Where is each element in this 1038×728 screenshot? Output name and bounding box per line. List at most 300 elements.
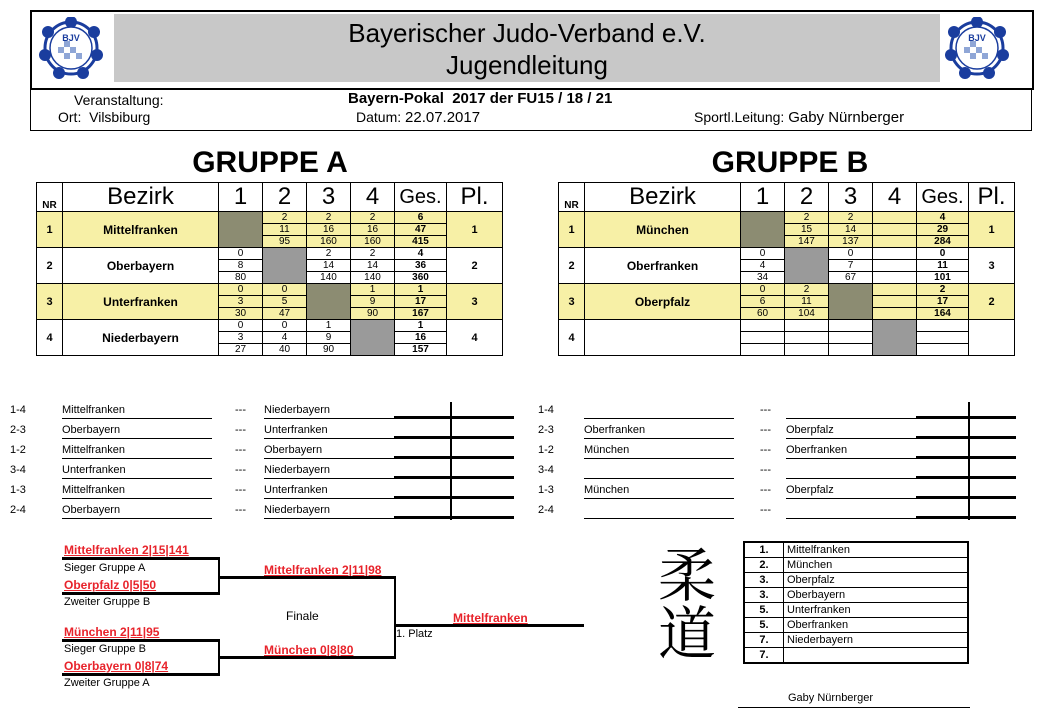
total-cell: 29 [917, 224, 969, 236]
fixture-underline [62, 418, 212, 419]
fixture-code: 1-3 [538, 484, 554, 496]
score-cell: 2 [263, 212, 307, 224]
group-a-title: GRUPPE A [192, 146, 348, 179]
table-row [37, 284, 503, 296]
total-cell: 4 [395, 248, 447, 260]
score-cell [873, 272, 917, 284]
team-name [585, 320, 741, 356]
leitung-label: Sportl.Leitung: [694, 109, 785, 125]
score-cell: 2 [829, 212, 873, 224]
total-cell: 47 [395, 224, 447, 236]
place-cell: 1 [447, 212, 503, 248]
fixture-home-team: Unterfranken [62, 464, 126, 476]
final-ranking-table [743, 541, 969, 664]
fixture-underline [264, 518, 394, 519]
final-top-team: Mittelfranken 2|11|98 [264, 563, 382, 577]
judo-kanji: 柔道 [648, 545, 716, 661]
fixture-underline [62, 458, 212, 459]
total-cell [917, 332, 969, 344]
col-3: 3 [829, 183, 873, 212]
ranking-place: 2. [744, 558, 784, 573]
ranking-row [744, 618, 968, 633]
leitung-line [694, 109, 904, 126]
bracket-line [62, 557, 220, 560]
score-cell [741, 344, 785, 356]
score-cell: 147 [785, 236, 829, 248]
fixture-separator: --- [235, 404, 246, 416]
bjv-logo-right [942, 17, 1012, 79]
fixture-code: 1-2 [538, 444, 554, 456]
score-cell: 27 [219, 344, 263, 356]
fixture-away-team: Oberpfalz [786, 424, 834, 436]
score-cell: 80 [219, 272, 263, 284]
score-cell: 140 [351, 272, 395, 284]
score-cell: 0 [263, 284, 307, 296]
team-name: Oberbayern [63, 248, 219, 284]
fixture-home-team: Oberbayern [62, 504, 121, 516]
bracket-line [220, 656, 396, 659]
fixture-home-team: Oberbayern [62, 424, 121, 436]
fixture-result-line [394, 416, 514, 419]
table-row [37, 212, 503, 224]
blocked-cell [741, 212, 785, 248]
score-cell: 6 [741, 296, 785, 308]
ort-value: Vilsbiburg [89, 109, 151, 125]
bracket-line [220, 576, 396, 579]
total-cell: 6 [395, 212, 447, 224]
score-cell: 34 [741, 272, 785, 284]
signature-name: Gaby Nürnberger [788, 692, 873, 704]
place-cell: 2 [447, 248, 503, 284]
fixture-result-line [916, 496, 1016, 499]
datum-label: Datum: [356, 109, 402, 125]
col-bezirk: Bezirk [63, 183, 219, 212]
fixtures-b-divider [968, 402, 970, 520]
semi1-bottom-team: Oberpfalz 0|5|50 [64, 578, 157, 592]
score-cell: 11 [785, 296, 829, 308]
fixture-result-line [916, 516, 1016, 519]
col-bezirk: Bezirk [585, 183, 741, 212]
score-cell: 2 [307, 212, 351, 224]
blocked-cell [263, 248, 307, 284]
fixture-separator: --- [235, 444, 246, 456]
fixture-underline [62, 478, 212, 479]
fixture-home-team: München [584, 444, 630, 456]
score-cell [873, 260, 917, 272]
score-cell: 47 [263, 308, 307, 320]
fixture-underline [786, 438, 916, 439]
fixture-code: 2-3 [538, 424, 554, 436]
total-cell [917, 344, 969, 356]
score-cell: 5 [263, 296, 307, 308]
total-cell: 0 [917, 248, 969, 260]
col-ges: Ges. [395, 183, 447, 212]
score-cell: 67 [829, 272, 873, 284]
score-cell: 16 [307, 224, 351, 236]
fixture-separator: --- [760, 504, 771, 516]
row-nr: 2 [559, 248, 585, 284]
semi2-top-label: Sieger Gruppe B [64, 643, 146, 655]
org-subtitle: Jugendleitung [446, 50, 608, 80]
total-cell: 11 [917, 260, 969, 272]
total-cell: 157 [395, 344, 447, 356]
fixture-result-line [916, 436, 1016, 439]
leitung-value: Gaby Nürnberger [788, 109, 905, 126]
fixture-away-team: Niederbayern [264, 504, 331, 516]
score-cell [873, 248, 917, 260]
fixture-home-team: Mittelfranken [62, 404, 125, 416]
row-nr: 3 [37, 284, 63, 320]
fixture-away-team: Oberbayern [264, 444, 323, 456]
row-nr: 1 [559, 212, 585, 248]
score-cell [873, 296, 917, 308]
semi1-top-team: Mittelfranken 2|15|141 [64, 543, 189, 557]
fixture-home-team: Mittelfranken [62, 444, 125, 456]
fixture-away-team: Niederbayern [264, 404, 331, 416]
place-cell: 3 [969, 248, 1015, 284]
score-cell: 0 [219, 320, 263, 332]
fixture-away-team: Oberpfalz [786, 484, 834, 496]
place-cell: 4 [447, 320, 503, 356]
score-cell: 9 [307, 332, 351, 344]
total-cell: 2 [917, 284, 969, 296]
score-cell: 160 [351, 236, 395, 248]
blocked-cell [873, 320, 917, 356]
ranking-place: 1. [744, 542, 784, 558]
bjv-logo-left [36, 17, 106, 79]
score-cell [873, 284, 917, 296]
fixture-result-line [394, 476, 514, 479]
fixture-home-team: Oberfranken [584, 424, 646, 436]
score-cell [785, 320, 829, 332]
veranstaltung-label: Veranstaltung: [74, 92, 164, 108]
score-cell [873, 236, 917, 248]
score-cell: 40 [263, 344, 307, 356]
ranking-place: 5. [744, 618, 784, 633]
final-bottom-team: München 0|8|80 [264, 643, 354, 657]
fixture-code: 2-4 [538, 504, 554, 516]
fixture-underline [264, 438, 394, 439]
total-cell: 1 [395, 320, 447, 332]
ranking-row [744, 648, 968, 664]
score-cell: 60 [741, 308, 785, 320]
score-cell: 137 [829, 236, 873, 248]
fixture-underline [264, 458, 394, 459]
logo-text: BJV [968, 33, 986, 43]
fixture-result-line [916, 476, 1016, 479]
bracket-line [62, 673, 220, 676]
blocked-cell [351, 320, 395, 356]
fixture-underline [786, 458, 916, 459]
fixture-result-line [394, 516, 514, 519]
score-cell: 16 [351, 224, 395, 236]
fixture-home-team: Mittelfranken [62, 484, 125, 496]
fixture-underline [786, 498, 916, 499]
total-cell: 164 [917, 308, 969, 320]
ranking-row [744, 633, 968, 648]
ranking-place: 7. [744, 648, 784, 664]
total-cell: 17 [395, 296, 447, 308]
blocked-cell [785, 248, 829, 284]
ranking-team: Oberpfalz [784, 573, 969, 588]
fixture-away-team: Niederbayern [264, 464, 331, 476]
fixture-underline [584, 498, 734, 499]
fixture-separator: --- [235, 424, 246, 436]
row-nr: 1 [37, 212, 63, 248]
team-name: München [585, 212, 741, 248]
fixture-separator: --- [235, 464, 246, 476]
fixture-underline [584, 438, 734, 439]
team-name: Unterfranken [63, 284, 219, 320]
fixture-away-team: Unterfranken [264, 484, 328, 496]
score-cell: 0 [219, 248, 263, 260]
col-ges: Ges. [917, 183, 969, 212]
score-cell: 1 [307, 320, 351, 332]
ranking-row [744, 558, 968, 573]
score-cell [829, 344, 873, 356]
score-cell: 2 [785, 284, 829, 296]
score-cell: 104 [785, 308, 829, 320]
fixture-code: 2-4 [10, 504, 26, 516]
score-cell: 3 [219, 332, 263, 344]
score-cell: 95 [263, 236, 307, 248]
ranking-place: 3. [744, 573, 784, 588]
blocked-cell [829, 284, 873, 320]
fixture-underline [264, 478, 394, 479]
table-row [37, 248, 503, 260]
semi1-bottom-label: Zweiter Gruppe B [64, 596, 151, 608]
ort-label: Ort: [58, 109, 82, 125]
bracket-line [62, 592, 220, 595]
ranking-team: Unterfranken [784, 603, 969, 618]
fixture-result-line [394, 496, 514, 499]
col-1: 1 [219, 183, 263, 212]
fixture-home-team: München [584, 484, 630, 496]
semi2-bottom-label: Zweiter Gruppe A [64, 677, 150, 689]
fixture-underline [264, 418, 394, 419]
fixture-code: 1-4 [10, 404, 26, 416]
total-cell: 17 [917, 296, 969, 308]
ranking-team [784, 648, 969, 664]
score-cell [785, 332, 829, 344]
fixture-code: 1-3 [10, 484, 26, 496]
score-cell [741, 320, 785, 332]
fixture-code: 3-4 [538, 464, 554, 476]
fixture-underline [786, 418, 916, 419]
score-cell [873, 308, 917, 320]
total-cell: 16 [395, 332, 447, 344]
team-name: Mittelfranken [63, 212, 219, 248]
place-cell: 1 [969, 212, 1015, 248]
score-cell: 90 [307, 344, 351, 356]
bracket-line [396, 624, 584, 627]
blocked-cell [307, 284, 351, 320]
ranking-team: Oberbayern [784, 588, 969, 603]
fixture-underline [62, 498, 212, 499]
ranking-place: 7. [744, 633, 784, 648]
ranking-team: Mittelfranken [784, 542, 969, 558]
col-pl: Pl. [969, 183, 1015, 212]
fixture-result-line [916, 416, 1016, 419]
total-cell: 36 [395, 260, 447, 272]
row-nr: 4 [559, 320, 585, 356]
fixture-separator: --- [760, 444, 771, 456]
group-b-title: GRUPPE B [711, 146, 869, 179]
score-cell: 0 [741, 284, 785, 296]
fixture-code: 2-3 [10, 424, 26, 436]
score-cell: 30 [219, 308, 263, 320]
ranking-team: München [784, 558, 969, 573]
bracket-line [394, 576, 396, 658]
org-title: Bayerischer Judo-Verband e.V. [348, 18, 706, 48]
total-cell: 4 [917, 212, 969, 224]
fixture-underline [584, 518, 734, 519]
datum-line [356, 109, 480, 126]
score-cell: 4 [741, 260, 785, 272]
fixture-underline [584, 418, 734, 419]
final-label: Finale [286, 609, 319, 623]
semi2-bottom-team: Oberbayern 0|8|74 [64, 659, 169, 673]
score-cell: 2 [785, 212, 829, 224]
total-cell: 167 [395, 308, 447, 320]
place-cell: 3 [447, 284, 503, 320]
score-cell: 14 [351, 260, 395, 272]
fixture-underline [584, 478, 734, 479]
fixture-separator: --- [760, 424, 771, 436]
score-cell [829, 320, 873, 332]
fixture-code: 3-4 [10, 464, 26, 476]
table-row [559, 284, 1015, 296]
total-cell: 284 [917, 236, 969, 248]
ort-line [58, 109, 150, 125]
score-cell: 4 [263, 332, 307, 344]
bracket-line [62, 639, 220, 642]
semi1-top-label: Sieger Gruppe A [64, 562, 146, 574]
score-cell: 7 [829, 260, 873, 272]
col-4: 4 [351, 183, 395, 212]
col-2: 2 [263, 183, 307, 212]
group-a-table [36, 182, 503, 356]
score-cell: 140 [307, 272, 351, 284]
fixture-result-line [916, 456, 1016, 459]
score-cell: 14 [307, 260, 351, 272]
ranking-place: 3. [744, 588, 784, 603]
place-cell: 2 [969, 284, 1015, 320]
score-cell: 90 [351, 308, 395, 320]
col-nr: NR [559, 183, 585, 212]
col-pl: Pl. [447, 183, 503, 212]
fixture-result-line [394, 436, 514, 439]
team-name: Oberfranken [585, 248, 741, 284]
score-cell: 160 [307, 236, 351, 248]
table-row [559, 212, 1015, 224]
score-cell: 15 [785, 224, 829, 236]
score-cell [829, 332, 873, 344]
col-3: 3 [307, 183, 351, 212]
fixture-result-line [394, 456, 514, 459]
table-row [559, 248, 1015, 260]
fixture-code: 1-2 [10, 444, 26, 456]
score-cell: 2 [351, 212, 395, 224]
fixture-separator: --- [760, 464, 771, 476]
total-cell: 360 [395, 272, 447, 284]
fixture-underline [786, 478, 916, 479]
fixture-separator: --- [235, 484, 246, 496]
table-row [37, 320, 503, 332]
total-cell: 415 [395, 236, 447, 248]
team-name: Oberpfalz [585, 284, 741, 320]
signature-line [738, 707, 970, 708]
event-name: Bayern-Pokal 2017 der FU15 / 18 / 21 [348, 90, 613, 107]
ranking-row [744, 603, 968, 618]
blocked-cell [219, 212, 263, 248]
fixture-underline [264, 498, 394, 499]
ranking-row [744, 573, 968, 588]
fixtures-a-divider [450, 402, 452, 520]
score-cell [873, 212, 917, 224]
fixture-separator: --- [235, 504, 246, 516]
semi2-top-team: München 2|11|95 [64, 625, 160, 639]
score-cell: 2 [351, 248, 395, 260]
score-cell [785, 344, 829, 356]
fixture-code: 1-4 [538, 404, 554, 416]
fixture-underline [62, 438, 212, 439]
fixture-underline [62, 518, 212, 519]
score-cell: 9 [351, 296, 395, 308]
winner-label: 1. Platz [396, 628, 433, 640]
score-cell: 11 [263, 224, 307, 236]
score-cell: 0 [219, 284, 263, 296]
col-2: 2 [785, 183, 829, 212]
row-nr: 2 [37, 248, 63, 284]
fixture-separator: --- [760, 404, 771, 416]
score-cell: 1 [351, 284, 395, 296]
score-cell: 0 [741, 248, 785, 260]
score-cell: 0 [829, 248, 873, 260]
ranking-row [744, 542, 968, 558]
score-cell: 14 [829, 224, 873, 236]
score-cell [741, 332, 785, 344]
total-cell [917, 320, 969, 332]
fixture-away-team: Oberfranken [786, 444, 848, 456]
row-nr: 3 [559, 284, 585, 320]
datum-value: 22.07.2017 [405, 109, 481, 126]
winner-team: Mittelfranken [453, 611, 528, 625]
fixture-separator: --- [760, 484, 771, 496]
ranking-place: 5. [744, 603, 784, 618]
row-nr: 4 [37, 320, 63, 356]
score-cell [873, 224, 917, 236]
fixture-underline [786, 518, 916, 519]
logo-text: BJV [62, 33, 80, 43]
score-cell: 8 [219, 260, 263, 272]
col-1: 1 [741, 183, 785, 212]
place-cell [969, 320, 1015, 356]
score-cell: 0 [263, 320, 307, 332]
col-4: 4 [873, 183, 917, 212]
ranking-team: Oberfranken [784, 618, 969, 633]
ranking-row [744, 588, 968, 603]
col-nr: NR [37, 183, 63, 212]
fixture-underline [584, 458, 734, 459]
score-cell: 3 [219, 296, 263, 308]
table-row [559, 320, 1015, 332]
ranking-team: Niederbayern [784, 633, 969, 648]
total-cell: 101 [917, 272, 969, 284]
total-cell: 1 [395, 284, 447, 296]
team-name: Niederbayern [63, 320, 219, 356]
fixture-away-team: Unterfranken [264, 424, 328, 436]
